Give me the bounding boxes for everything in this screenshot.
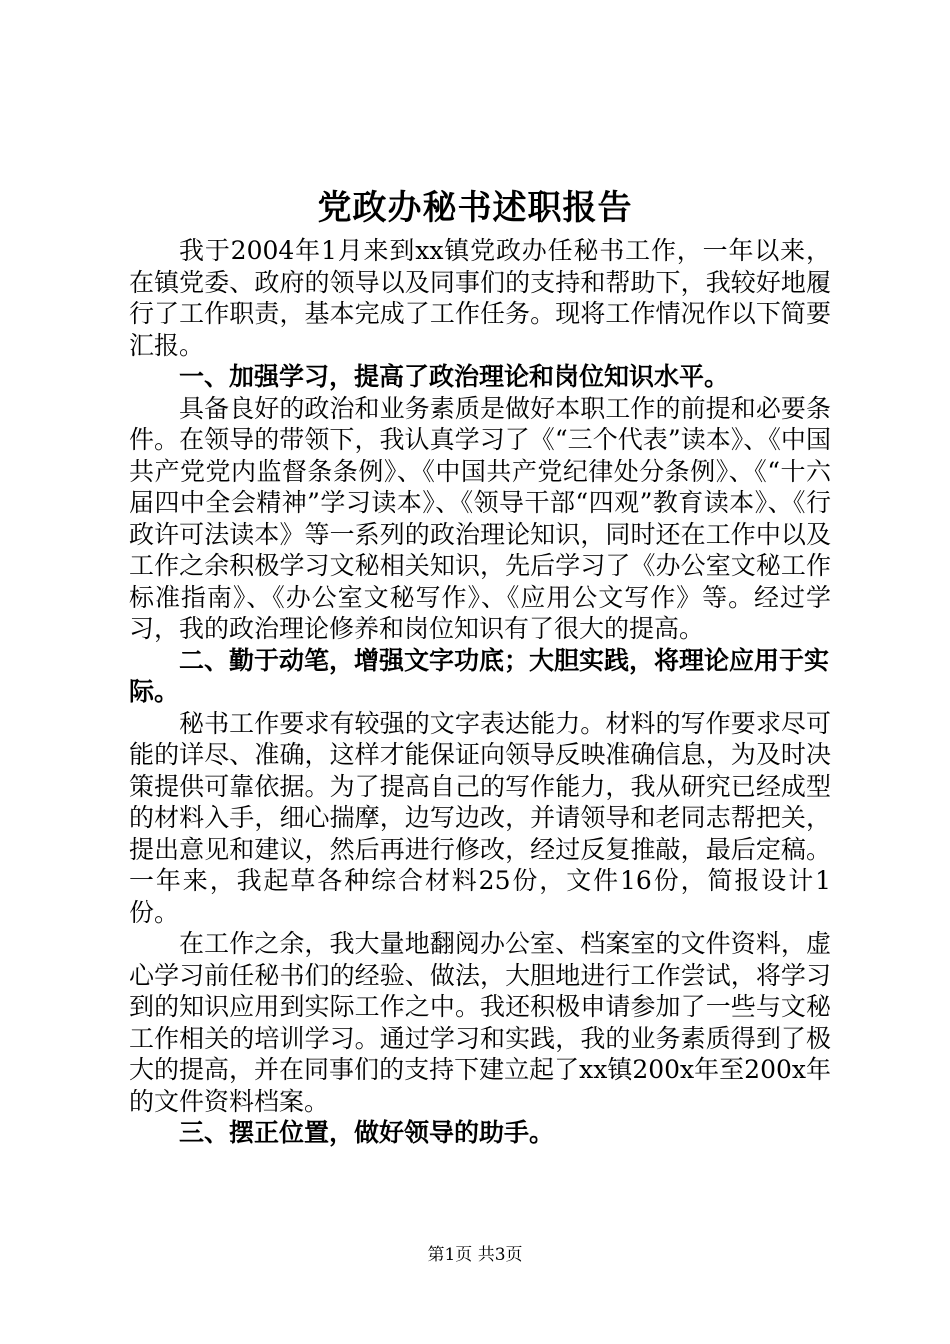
section-1-paragraph: 具备良好的政治和业务素质是做好本职工作的前提和必要条件。在领导的带领下，我认真学习了《“三个代表”读本》、《中国共产党党内监督条条例》、《中国共产党纪律处分条例》、《“十六届四中全会精神”学习读本》、《领导干部“四观”教育读本》、《行政许可法读本》等一系列的政治理论知识，同时还在工作中以及工作之余积极学习文秘相关知识，先后学习了《办公室文秘工作标准指南》、《办公室文秘写作》、《应用公文写作》等。经过学习，我的政治理论修养和岗位知识有了很大的提高。 bbox=[129, 393, 831, 643]
document-body bbox=[129, 235, 831, 1149]
section-2-paragraph-1: 秘书工作要求有较强的文字表达能力。材料的写作要求尽可能的详尽、准确，这样才能保证向领导反映准确信息，为及时决策提供可靠依据。为了提高自己的写作能力，我从研究已经成型的材料入手，细心揣摩，边写边改，并请领导和老同志帮把关，提出意见和建议，然后再进行修改，经过反复推敲，最后定稿。一年来，我起草各种综合材料25份，文件16份，简报设计1份。 bbox=[129, 708, 831, 927]
section-heading-2: 二、勤于动笔，增强文字功底；大胆实践，将理论应用于实际。 bbox=[129, 645, 830, 706]
section-heading-1: 一、加强学习，提高了政治理论和岗位知识水平。 bbox=[179, 362, 730, 391]
section-2-paragraph-2: 在工作之余，我大量地翻阅办公室、档案室的文件资料，虚心学习前任秘书们的经验、做法，大胆地进行工作尝试，将学习到的知识应用到实际工作之中。我还积极申请参加了一些与文秘工作相关的培训学习。通过学习和实践，我的业务素质得到了极大的提高，并在同事们的支持下建立起了xx镇200x年至200x年的文件资料档案。 bbox=[129, 929, 831, 1116]
document-title: 党政办秘书述职报告 bbox=[317, 188, 633, 228]
page-number-footer: 第1页 共3页 bbox=[427, 1245, 523, 1265]
intro-paragraph: 我于2004年1月来到xx镇党政办任秘书工作，一年以来，在镇党委、政府的领导以及同事们的支持和帮助下，我较好地履行了工作职责，基本完成了工作任务。现将工作情况作以下简要汇报。 bbox=[129, 236, 831, 360]
section-heading-3: 三、摆正位置，做好领导的助手。 bbox=[179, 1118, 555, 1147]
